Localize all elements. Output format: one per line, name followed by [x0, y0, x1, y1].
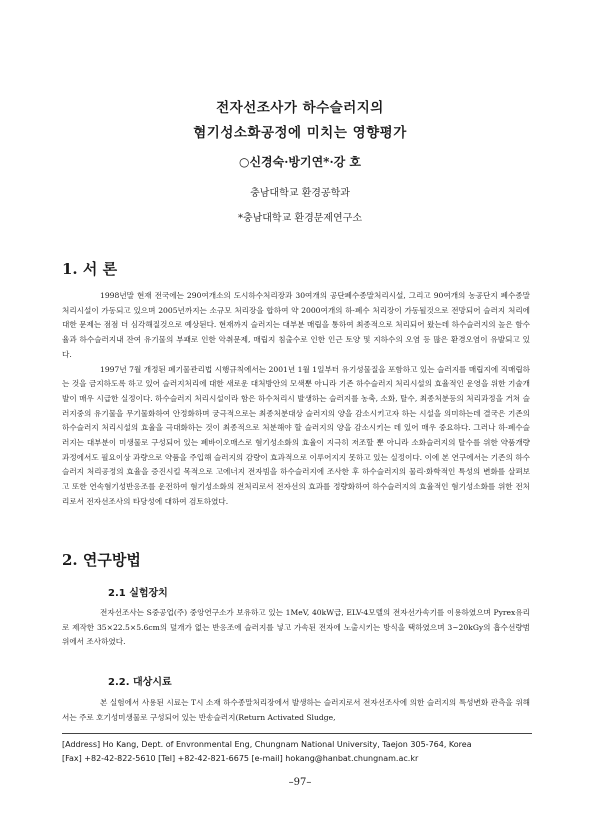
apparatus-body	[62, 606, 530, 650]
samples-body	[62, 696, 530, 725]
author-list: ○신경숙·방기연*·강 호	[238, 155, 362, 169]
affiliation-primary: 충남대학교 환경공학과	[250, 188, 350, 199]
subsection-heading-samples: 2.2. 대상시료	[108, 677, 172, 688]
samples-paragraph: 본 실험에서 사용된 시료는 T시 소재 하수종말처리장에서 발생하는 슬러지로서 전자선조사에 의한 슬러지의 특성변화 관측을 위해서는 주로 호기성미생물로 구성되어 있는 반송슬러지(Return Activated Sludge,	[62, 698, 530, 722]
footer-contact: [Fax] +82-42-822-5610 [Tel] +82-42-821-6675 [e-mail] hokang@hanbat.chungnam.ac.kr	[62, 754, 419, 763]
paper-title-line1: 전자선조사가 하수슬러지의	[216, 100, 384, 116]
affiliation-secondary: *충남대학교 환경문제연구소	[237, 213, 363, 224]
page-number: –97–	[288, 777, 312, 788]
footer-rule	[62, 733, 532, 734]
section-heading-introduction: 1. 서 론	[62, 260, 118, 278]
apparatus-paragraph: 전자선조사는 S중공업(주) 중앙연구소가 보유하고 있는 1MeV, 40kW급, ELV-4모델의 전자선가속기를 이용하였으며 Pyrex유리로 제작한 35×22.5×5.6cm의 덮개가 없는 반응조에 슬러지를 넣고 가속된 전자에 노출시키는 방식을 택하였으며 3~20kGy의 흡수선량범위에서 조사하였다.	[62, 608, 530, 647]
paper-title-line2: 혐기성소화공정에 미치는 영향평가	[193, 125, 407, 141]
introduction-body	[62, 289, 530, 510]
subsection-heading-apparatus: 2.1 실험장치	[108, 588, 168, 599]
introduction-paragraph-1: 1998년말 현재 전국에는 290여개소의 도시하수처리장과 30여개의 공단폐수종말처리시설, 그리고 90여개의 농공단지 폐수종말처리시설이 가동되고 있으며 2005년까지는 소규모 처리장을 합하여 약 2000여개의 하·폐수 처리장이 가동될것으로 전망되어 슬러지 처리에 대한 문제는 점점 더 심각해질것으로 예상된다. 현재까지 슬러지는 대부분 매립을 통하여 최종적으로 처리되어 왔는데 하수슬러지의 높은 함수율과 하수슬러지내 잔여 유기물의 부패로 인한 악취문제, 매립지 침출수로 인한 인근 토양 및 지하수의 오염 등 많은 환경오염이 유발되고 있다.	[62, 291, 530, 359]
introduction-paragraph-2: 1997년 7월 개정된 폐기물관리법 시행규칙에서는 2001년 1월 1일부터 유기성물질을 포함하고 있는 슬러지를 매립지에 직매립하는 것을 금지하도록 하고 있어 슬러지처리에 대한 새로운 대처방안의 모색뿐 아니라 기존 하수슬러지 처리시설의 효율적인 운영을 위한 기술개발이 매우 시급한 실정이다. 하수슬러지 처리시설이라 함은 하수처리시 발생하는 슬러지를 농축, 소화, 탈수, 최종처분등의 처리과정을 거쳐 슬러지중의 유기물을 무기물화하여 안정화하며 궁극적으로는 최종처분대상 슬러지의 양을 감소시키고자 하는 시설을 의미하는데 결국은 기존의 하수슬러지 처리시설의 효율을 극대화하는 것이 최종적으로 처분해야 할 슬러지의 양을 감소시키는 데 있어 매우 중요하다. 그러나 하·폐수슬러지는 대부분이 미생물로 구성되어 있는 폐바이오매스로 혐기성소화의 효율이 지극히 저조할 뿐 아니라 소화슬러지의 탈수를 위한 약품개량과정에서도 필요이상 과량으로 약품을 주입해 슬러지의 감량이 효과적으로 이루어지지 못하고 있는 실정이다. 이에 본 연구에서는 기존의 하수슬러지 처리공정의 효율을 증진시킬 목적으로 고에너지 전자빔을 하수슬러지에 조사한 후 하수슬러지의 물리·화학적인 특성의 변화를 살펴보고 또한 연속혐기성반응조를 운전하여 혐기성소화의 전처리로서 전자선의 효과를 정량화하여 하수슬러지의 효율적인 혐기성소화를 위한 전처리로서 전자선조사의 타당성에 대하여 검토하였다.	[62, 364, 530, 506]
section-heading-methods: 2. 연구방법	[62, 551, 141, 569]
footer-address: [Address] Ho Kang, Dept. of Envronmental Eng, Chungnam National University, Taejon 305-764, Korea	[62, 740, 472, 749]
